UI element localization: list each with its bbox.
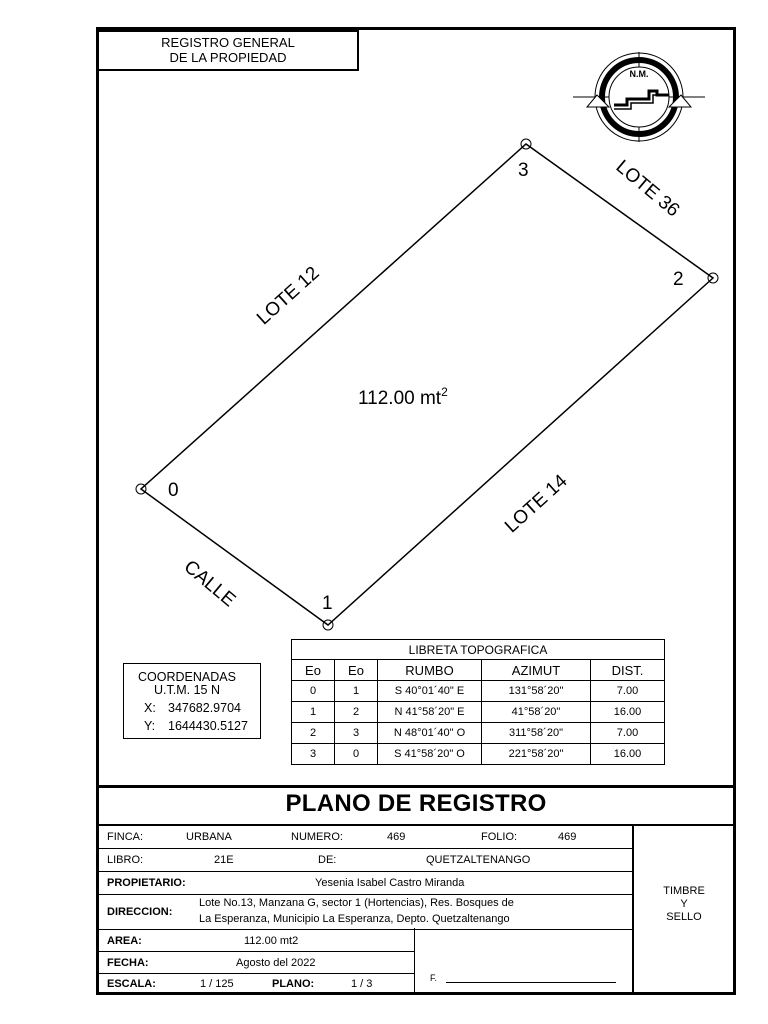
north-arrow-label: N.M. [629, 69, 649, 79]
de-label: DE: [318, 854, 337, 866]
table-cell: 16.00 [591, 702, 665, 723]
table-cell: N 41°58´20" E [378, 702, 482, 723]
coordinates-title: COORDENADAS [138, 670, 236, 684]
libro-value: 21E [214, 854, 234, 866]
table-cell: 131°58´20" [482, 681, 591, 702]
coordinates-box [123, 663, 261, 739]
escala-value: 1 / 125 [200, 978, 234, 990]
signature-label: F. [430, 973, 438, 983]
signature-divider [414, 928, 415, 993]
survey-table-header: Eo [292, 660, 335, 681]
table-cell: 41°58´20" [482, 702, 591, 723]
stamp-area [634, 885, 734, 924]
survey-table [291, 639, 665, 765]
title-block-divider [96, 785, 736, 788]
table-cell: 311°58´20" [482, 723, 591, 744]
stamp-line2: Y [680, 898, 688, 910]
vertex-1-label: 1 [322, 593, 333, 614]
table-cell: 221°58´20" [482, 744, 591, 765]
table-cell: 0 [335, 744, 378, 765]
propietario-row [98, 871, 632, 894]
direccion-label: DIRECCION: [107, 906, 173, 918]
coordinates-system: U.T.M. 15 N [154, 683, 220, 697]
stamp-line1: TIMBRE [663, 885, 705, 897]
coordinates-x-value: 347682.9704 [168, 701, 241, 715]
vertex-2-label: 2 [673, 269, 684, 290]
table-row [292, 702, 665, 723]
registry-header-line2: DE LA PROPIEDAD [169, 50, 287, 65]
table-cell: 16.00 [591, 744, 665, 765]
table-cell: N 48°01´40" O [378, 723, 482, 744]
fecha-row [98, 951, 414, 973]
propietario-label: PROPIETARIO: [107, 877, 186, 889]
survey-table-header: Eo [335, 660, 378, 681]
area-label-value: 112.00 mt [358, 388, 442, 409]
table-cell: 2 [335, 702, 378, 723]
numero-value: 469 [387, 831, 406, 843]
table-cell: 1 [292, 702, 335, 723]
table-cell: 3 [335, 723, 378, 744]
area-row [98, 929, 414, 951]
side-label-northeast: LOTE 36 [611, 156, 684, 222]
direccion-line2: La Esperanza, Municipio La Esperanza, Depto. Quetzaltenango [199, 913, 510, 925]
table-row [292, 723, 665, 744]
table-cell: S 40°01´40" E [378, 681, 482, 702]
coordinates-x-label: X: [144, 701, 156, 715]
finca-label: FINCA: [107, 831, 144, 843]
vertex-3-label: 3 [518, 160, 529, 181]
side-label-southwest: CALLE [179, 556, 240, 612]
table-cell: 1 [335, 681, 378, 702]
registry-header-line1: REGISTRO GENERAL [161, 35, 295, 50]
libro-label: LIBRO: [107, 854, 144, 866]
table-cell: 3 [292, 744, 335, 765]
finca-row [98, 826, 632, 848]
area-info-label: AREA: [107, 935, 142, 947]
area-info-value: 112.00 mt2 [244, 935, 299, 947]
side-label-southeast: LOTE 14 [501, 470, 572, 538]
table-cell: 7.00 [591, 723, 665, 744]
area-label [358, 385, 448, 409]
coordinates-y-value: 1644430.5127 [168, 719, 248, 733]
side-label-northwest: LOTE 12 [253, 262, 324, 330]
propietario-value: Yesenia Isabel Castro Miranda [315, 877, 465, 889]
libro-row [98, 848, 632, 871]
lot-polygon [141, 144, 713, 625]
table-row [292, 681, 665, 702]
direccion-line1: Lote No.13, Manzana G, sector 1 (Hortencias), Res. Bosques de [199, 897, 514, 909]
survey-table-header: DIST. [591, 660, 665, 681]
de-value: QUETZALTENANGO [426, 854, 531, 866]
folio-label: FOLIO: [481, 831, 518, 843]
table-cell: 2 [292, 723, 335, 744]
table-row [292, 744, 665, 765]
vertex-0-label: 0 [168, 480, 179, 501]
survey-table-header: RUMBO [378, 660, 482, 681]
signature-line [446, 982, 616, 983]
table-cell: 0 [292, 681, 335, 702]
plano-label: PLANO: [272, 978, 315, 990]
fecha-value: Agosto del 2022 [236, 957, 316, 969]
stamp-line3: SELLO [666, 911, 702, 923]
folio-value: 469 [558, 831, 577, 843]
fecha-label: FECHA: [107, 957, 149, 969]
plano-value: 1 / 3 [351, 978, 373, 990]
escala-label: ESCALA: [107, 978, 156, 990]
coordinates-y-label: Y: [144, 719, 156, 733]
direccion-row [98, 894, 632, 929]
table-cell: S 41°58´20" O [378, 744, 482, 765]
escala-row [98, 973, 414, 993]
signature-top-line [414, 929, 634, 930]
survey-table-title: LIBRETA TOPOGRAFICA [292, 640, 665, 660]
page-title: PLANO DE REGISTRO [285, 790, 547, 817]
numero-label: NUMERO: [291, 831, 343, 843]
area-label-exponent: 2 [441, 385, 448, 399]
table-cell: 7.00 [591, 681, 665, 702]
survey-table-header: AZIMUT [482, 660, 591, 681]
finca-value: URBANA [186, 831, 232, 843]
